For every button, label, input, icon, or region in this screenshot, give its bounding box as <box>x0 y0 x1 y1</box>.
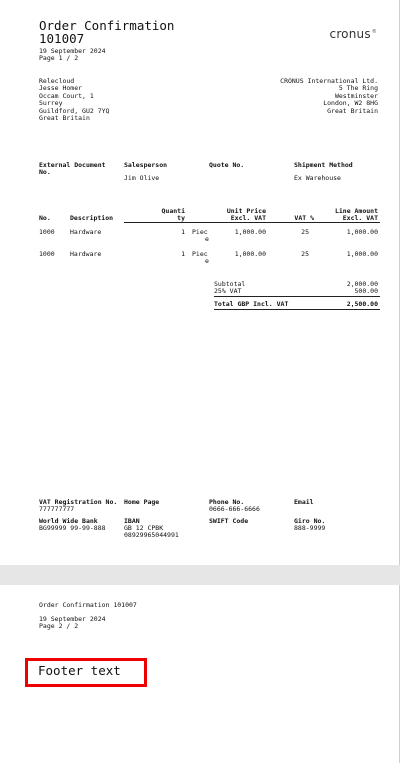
iban-line: 08929965044991 <box>124 531 179 540</box>
label-line: External Document <box>39 161 106 169</box>
order-number: 101007 <box>39 31 85 46</box>
subtotal-value: 2,000.00 <box>346 280 378 288</box>
subtotal-label: Subtotal <box>214 280 246 288</box>
document-title: Order Confirmation <box>39 18 175 33</box>
cell-no: 1000 <box>39 250 55 258</box>
external-document-label <box>39 162 106 177</box>
iban-label: IBAN <box>124 517 140 525</box>
unit-line: Piec <box>192 250 208 258</box>
bank-value: BG99999 99-99-888 <box>39 524 106 532</box>
customer-line: Surrey <box>39 99 63 108</box>
highlight-annotation-box <box>25 658 147 687</box>
cell-description: Hardware <box>70 250 102 258</box>
header-line: Line Amount <box>334 207 378 215</box>
col-header-vat: VAT % <box>294 214 314 222</box>
shipment-method-value: Ex Warehouse <box>294 174 341 182</box>
customer-line: Jesse Homer <box>39 84 83 93</box>
cell-unit-price: 1,000.00 <box>234 250 266 258</box>
company-line: Great Britain <box>327 106 378 115</box>
col-header-description: Description <box>70 214 114 222</box>
col-header-no: No. <box>39 214 51 222</box>
cell-quantity: 1 <box>181 250 185 258</box>
phone-label: Phone No. <box>209 498 245 506</box>
customer-address <box>39 78 109 122</box>
cell-vat: 25 <box>301 250 309 258</box>
vat-value: 500.00 <box>354 287 378 295</box>
col-header-line-amount <box>335 208 378 223</box>
iban-value <box>124 525 179 540</box>
company-line: 5 The Ring <box>338 84 378 93</box>
header-line: Unit Price <box>226 207 266 215</box>
cell-unit <box>192 229 209 244</box>
vat-label: 25% VAT <box>214 287 242 295</box>
document-date: 19 September 2024 <box>39 47 106 55</box>
company-line: Westminster <box>334 91 378 100</box>
cell-unit-price: 1,000.00 <box>234 228 266 236</box>
customer-line: Great Britain <box>39 114 90 123</box>
email-label: Email <box>294 498 314 506</box>
header-line: ty <box>177 214 185 223</box>
bank-label: World Wide Bank <box>39 517 98 525</box>
total-label: Total GBP Incl. VAT <box>214 300 289 308</box>
salesperson-value: Jim Olive <box>124 174 160 182</box>
customer-line: Relecloud <box>39 77 75 85</box>
giro-value: 888-9999 <box>294 524 326 532</box>
cell-description: Hardware <box>70 228 102 236</box>
company-line: CRONUS International Ltd. <box>280 77 378 85</box>
totals-rule <box>214 296 380 297</box>
swift-label: SWIFT Code <box>209 517 249 525</box>
label-line: No. <box>39 168 51 177</box>
cell-unit <box>192 251 209 266</box>
iban-line: GB 12 CPBK <box>124 524 164 532</box>
col-header-quantity <box>162 208 185 223</box>
total-value: 2,500.00 <box>346 300 378 308</box>
page2-date: 19 September 2024 <box>39 615 106 623</box>
unit-line: Piec <box>192 228 208 236</box>
table-header-rule <box>124 222 380 223</box>
cell-no: 1000 <box>39 228 55 236</box>
page2-page-number: Page 2 / 2 <box>39 622 79 630</box>
shipment-method-label: Shipment Method <box>294 161 353 169</box>
vat-registration-label: VAT Registration No. <box>39 498 118 506</box>
vat-registration-value: 777777777 <box>39 505 75 513</box>
cell-line-amount: 1,000.00 <box>346 228 378 236</box>
customer-line: Guildford, GU2 7YQ <box>39 106 110 115</box>
company-address <box>280 78 378 115</box>
header-line: Quanti <box>161 207 185 215</box>
company-line: London, W2 8HG <box>323 99 378 108</box>
col-header-unit-price <box>227 208 266 223</box>
page2-title: Order Confirmation 101007 <box>39 601 137 609</box>
home-page-label: Home Page <box>124 498 160 506</box>
cell-line-amount: 1,000.00 <box>346 250 378 258</box>
giro-label: Giro No. <box>294 517 326 525</box>
customer-line: Occam Court, 1 <box>39 91 94 100</box>
unit-line: e <box>205 257 209 266</box>
salesperson-label: Salesperson <box>124 161 168 169</box>
header-line: Excl. VAT <box>230 214 266 223</box>
total-rule <box>214 309 380 310</box>
unit-line: e <box>205 235 209 244</box>
page-number: Page 1 / 2 <box>39 54 79 62</box>
company-logo: cronus® <box>329 27 377 41</box>
header-line: Excl. VAT <box>342 214 378 223</box>
cell-vat: 25 <box>301 228 309 236</box>
cell-quantity: 1 <box>181 228 185 236</box>
quote-no-label: Quote No. <box>209 161 245 169</box>
footer-text: Footer text <box>38 663 121 678</box>
phone-value: 0666-666-6666 <box>209 505 260 513</box>
